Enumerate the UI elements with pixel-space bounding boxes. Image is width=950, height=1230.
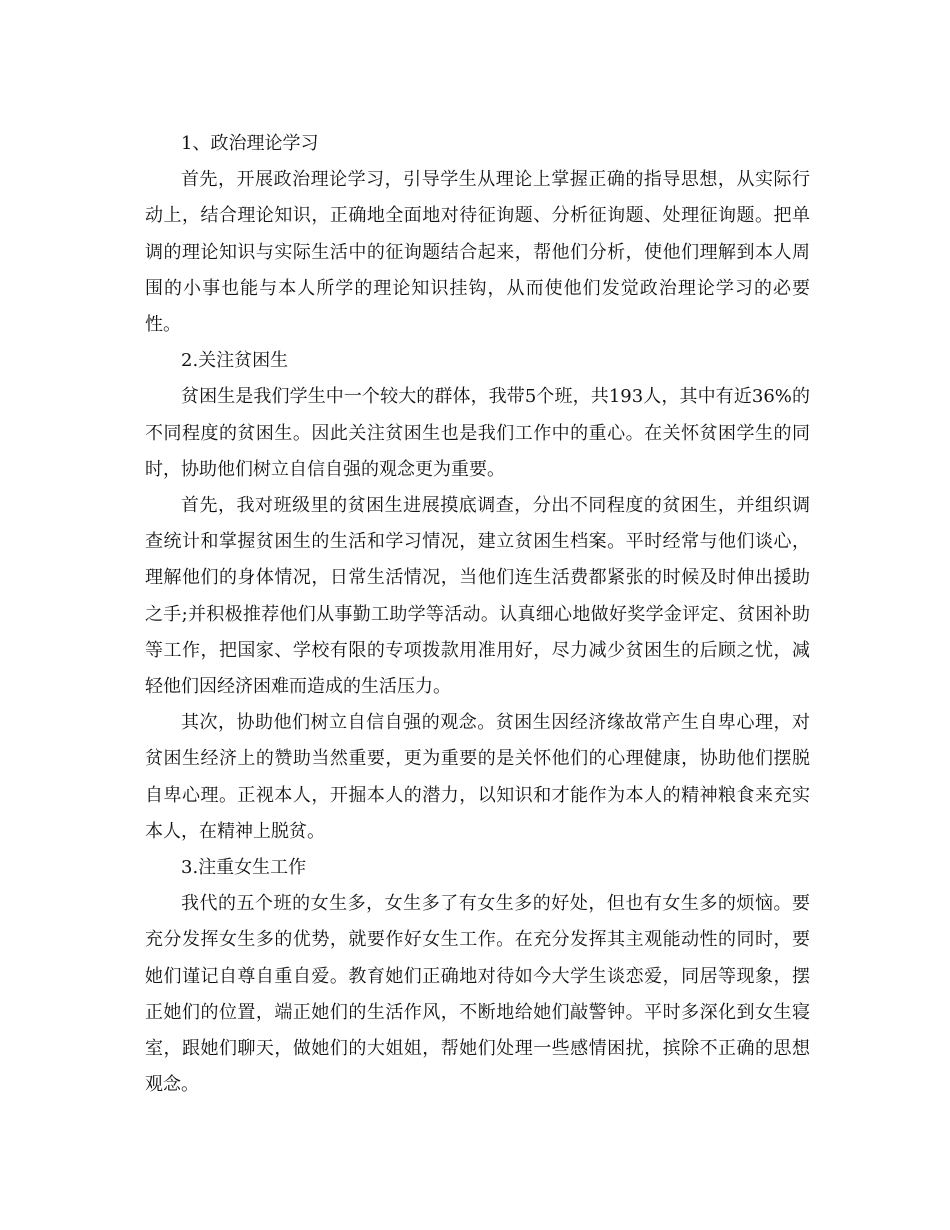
- paragraph-poor-students-second: 其次，协助他们树立自信自强的观念。贫困生因经济缘故常产生自卑心理，对贫困生经济上的赞助当然重要，更为重要的是关怀他们的心理健康，协助他们摆脱自卑心理。正视本人，开掘本人的潜力，以知识和才能作为本人的精神粮食来充实本人，在精神上脱贫。: [145, 712, 810, 842]
- section-heading-political-study: 1、政治理论学习: [181, 133, 319, 154]
- document-page: [145, 126, 810, 1103]
- paragraph-female-students: 我代的五个班的女生多，女生多了有女生多的好处，但也有女生多的烦恼。要充分发挥女生多的优势，就要作好女生工作。在充分发挥其主观能动性的同时，要她们谨记自尊自重自爱。教育她们正确地对待如今大学生谈恋爱，同居等现象，摆正她们的位置，端正她们的生活作风，不断地给她们敲警钟。平时多深化到女生寝室，跟她们聊天，做她们的大姐姐，帮她们处理一些感情困扰，摈除不正确的思想观念。: [145, 893, 810, 1096]
- paragraph-poor-students-intro: 贫困生是我们学生中一个较大的群体，我带5个班，共193人，其中有近36%的不同程度的贫困生。因此关注贫困生也是我们工作中的重心。在关怀贫困学生的同时，协助他们树立自信自强的观念更为重要。: [145, 386, 810, 480]
- paragraph-poor-students-first: 首先，我对班级里的贫困生进展摸底调查，分出不同程度的贫困生，并组织调查统计和掌握贫困生的生活和学习情况，建立贫困生档案。平时经常与他们谈心，理解他们的身体情况，日常生活情况，当他们连生活费都紧张的时候及时伸出援助之手;并积极推荐他们从事勤工助学等活动。认真细心地做好奖学金评定、贫困补助等工作，把国家、学校有限的专项拨款用准用好，尽力减少贫困生的后顾之忧，减轻他们因经济困难而造成的生活压力。: [145, 495, 810, 698]
- section-heading-female-students: 3.注重女生工作: [181, 857, 307, 879]
- paragraph-political-study: 首先，开展政治理论学习，引导学生从理论上掌握正确的指导思想，从实际行动上，结合理论知识，正确地全面地对待征询题、分析征询题、处理征询题。把单调的理论知识与实际生活中的征询题结合起来，帮他们分析，使他们理解到本人周围的小事也能与本人所学的理论知识挂钩，从而使他们发觉政治理论学习的必要性。: [145, 169, 810, 336]
- section-heading-poor-students: 2.关注贫困生: [181, 350, 289, 372]
